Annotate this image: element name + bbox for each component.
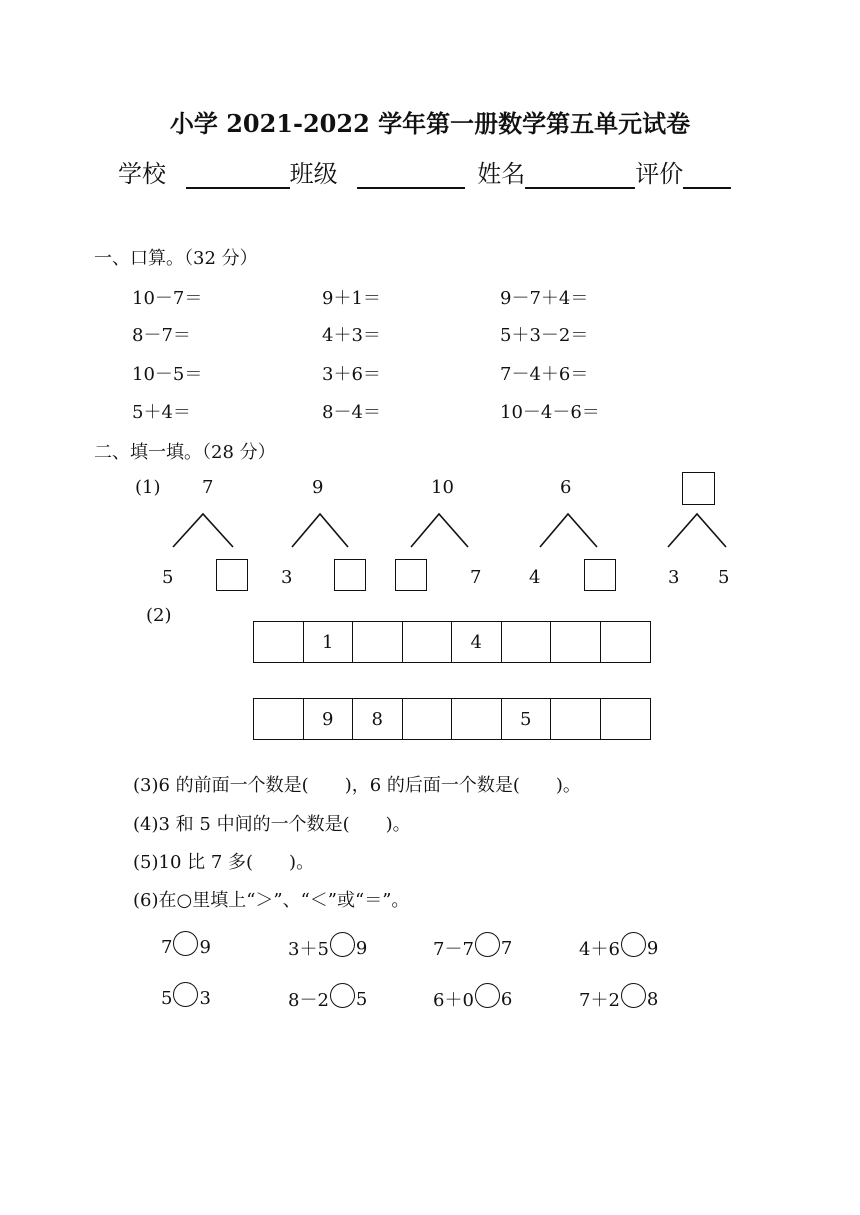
student-info-line <box>118 154 731 189</box>
school-label: 学校 <box>118 160 166 188</box>
compare-circle[interactable] <box>621 932 646 957</box>
sequence-cell[interactable] <box>403 622 453 662</box>
question-6: (6)在○里填上“＞”、“＜”或“＝”。 <box>133 890 410 911</box>
bond-left-number: 4 <box>529 567 541 588</box>
school-blank[interactable] <box>186 161 290 189</box>
question-4: (4)3 和 5 中间的一个数是( )。 <box>133 814 411 835</box>
calc-item: 5＋3－2＝ <box>500 325 589 346</box>
name-label: 姓名 <box>477 160 526 188</box>
sequence-cell[interactable]: 8 <box>353 699 403 739</box>
compare-item <box>161 986 211 1011</box>
compare-right: 9 <box>646 937 659 959</box>
calc-item: 8－7＝ <box>132 325 191 346</box>
bond-top-number: 7 <box>202 477 214 498</box>
question-5: (5)10 比 7 多( )。 <box>133 852 315 873</box>
section2-heading: 二、填一填。（28 分） <box>94 442 276 463</box>
grade-blank[interactable] <box>683 161 731 189</box>
compare-circle[interactable] <box>621 983 646 1008</box>
question-2-label: (2) <box>146 605 172 626</box>
calc-item: 5＋4＝ <box>132 402 191 423</box>
compare-left: 4＋6 <box>579 939 620 960</box>
compare-circle[interactable] <box>173 982 198 1007</box>
compare-item <box>433 935 512 961</box>
bond-top-number: 9 <box>312 477 324 498</box>
compare-right: 9 <box>355 937 368 959</box>
compare-left: 7＋2 <box>579 990 620 1011</box>
calc-item: 9－7＋4＝ <box>500 288 589 309</box>
calc-item: 8－4＝ <box>322 402 381 423</box>
bond-branch <box>173 514 233 547</box>
compare-circle[interactable] <box>330 983 355 1008</box>
sequence-cell[interactable] <box>254 622 304 662</box>
sequence-cell[interactable] <box>254 699 304 739</box>
compare-circle[interactable] <box>475 983 500 1008</box>
bond-right-number: 5 <box>718 567 730 588</box>
calc-item: 7－4＋6＝ <box>500 364 589 385</box>
bond-left-number: 3 <box>281 567 293 588</box>
bond-top-number: 10 <box>431 477 454 498</box>
sequence-cell[interactable] <box>551 622 601 662</box>
compare-left: 6＋0 <box>433 990 474 1011</box>
sequence-cell[interactable] <box>601 699 651 739</box>
bond-top-number: 6 <box>560 477 572 498</box>
section1-heading: 一、口算。（32 分） <box>94 248 258 269</box>
number-sequence-row-a <box>253 621 651 663</box>
calc-item: 10－4－6＝ <box>500 402 600 423</box>
compare-circle[interactable] <box>475 932 500 957</box>
compare-right: 9 <box>199 937 211 958</box>
compare-item <box>161 935 211 960</box>
bond-right-number: 7 <box>470 567 482 588</box>
compare-right: 7 <box>500 937 513 959</box>
compare-left: 8－2 <box>288 990 329 1011</box>
number-bond-branches <box>0 510 860 550</box>
number-sequence-row-b <box>253 698 651 740</box>
compare-left: 5 <box>161 988 173 1009</box>
sequence-cell[interactable]: 9 <box>304 699 354 739</box>
calc-item: 10－5＝ <box>132 364 203 385</box>
class-blank[interactable] <box>357 161 465 189</box>
name-blank[interactable] <box>525 161 635 189</box>
calc-item: 3＋6＝ <box>322 364 381 385</box>
answer-box[interactable] <box>395 559 427 591</box>
bond-branch <box>540 514 597 547</box>
bond-branch <box>411 514 468 547</box>
compare-item <box>433 986 512 1012</box>
grade-label: 评价 <box>635 160 684 188</box>
bond-left-number: 3 <box>668 567 680 588</box>
compare-left: 7－7 <box>433 939 474 960</box>
calc-item: 10－7＝ <box>132 288 203 309</box>
class-label: 班级 <box>289 160 338 188</box>
question-3: (3)6 的前面一个数是( )，6 的后面一个数是( )。 <box>133 775 581 796</box>
answer-box[interactable] <box>334 559 366 591</box>
sequence-cell[interactable]: 5 <box>502 699 552 739</box>
compare-item <box>288 986 367 1012</box>
answer-box[interactable] <box>682 472 715 505</box>
compare-left: 7 <box>161 937 173 958</box>
sequence-cell[interactable] <box>551 699 601 739</box>
compare-right: 6 <box>500 988 513 1010</box>
compare-right: 5 <box>355 988 368 1010</box>
compare-item <box>579 986 658 1012</box>
sequence-cell[interactable] <box>353 622 403 662</box>
bond-left-number: 5 <box>162 567 174 588</box>
sequence-cell[interactable] <box>502 622 552 662</box>
answer-box[interactable] <box>584 559 616 591</box>
compare-left: 3＋5 <box>288 939 329 960</box>
calc-item: 9＋1＝ <box>322 288 381 309</box>
sequence-cell[interactable] <box>403 699 453 739</box>
sequence-cell[interactable] <box>601 622 651 662</box>
compare-item <box>288 935 367 961</box>
compare-item <box>579 935 658 961</box>
sequence-cell[interactable]: 1 <box>304 622 354 662</box>
sequence-cell[interactable]: 4 <box>452 622 502 662</box>
compare-circle[interactable] <box>330 932 355 957</box>
answer-box[interactable] <box>216 559 248 591</box>
compare-right: 3 <box>199 988 211 1009</box>
bond-branch <box>292 514 348 547</box>
sequence-cell[interactable] <box>452 699 502 739</box>
question-1-label: (1) <box>135 477 161 498</box>
bond-branch <box>668 514 726 547</box>
calc-item: 4＋3＝ <box>322 325 381 346</box>
compare-right: 8 <box>646 988 659 1010</box>
page-title: 小学 2021-2022 学年第一册数学第五单元试卷 <box>169 109 691 138</box>
compare-circle[interactable] <box>173 931 198 956</box>
